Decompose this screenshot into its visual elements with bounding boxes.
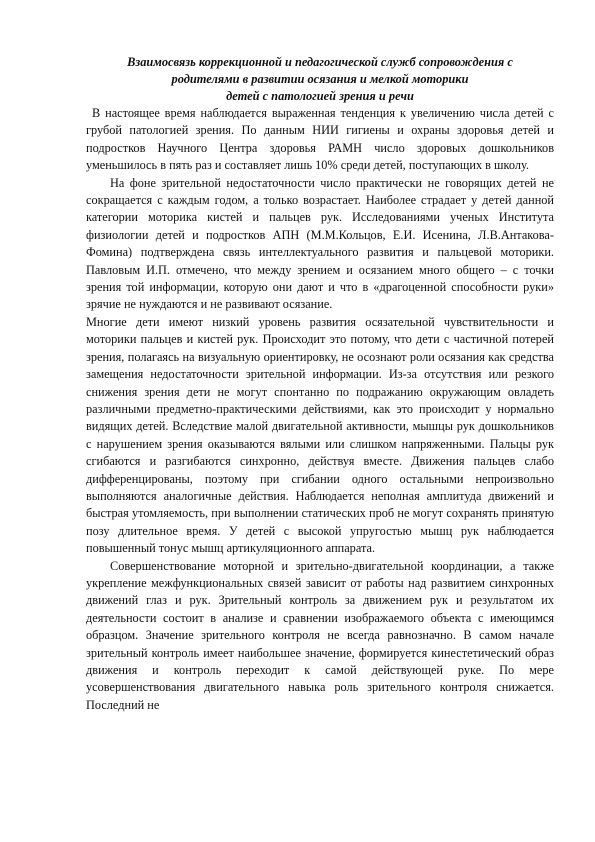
paragraph-2: На фоне зрительной недостаточности число практически не говорящих детей не сокращается с каждым годом, а только возрастает. Наиболее страдает у детей данной категории моторика кистей и пальцев рук. Исследованиями ученых Института физиологии детей и подростков АПН (М.М.Кольцов, Е.И. Исенина, Л.В.Антакова-Фомина) подтверждена связь интеллектуального развития и пальцевой моторики. Павловым И.П. отмечено, что между зрением и осязанием много общего – с точки зрения той информации, которую они дают и что в «драгоценной способности руки» зрячие не нуждаются и не развивают осязание. bbox=[86, 175, 554, 312]
paragraph-4: Совершенствование моторной и зрительно-двигательной координации, а также укрепление межфункциональных связей зависит от работы над развитием синхронных движений глаз и рук. Зрительный контроль за движением рук и результатом их деятельности состоит в анализе и сравнении изображаемого объекта с имеющимся образцом. Значение зрительного контроля не всегда равнозначно. В самом начале зрительный контроль имеет наибольшее значение, формируется кинестетический образ движения и контроль переходит к самой действующей руке. По мере усовершенствования двигательного навыка роль зрительного контроля снижается. Последний не bbox=[86, 558, 554, 712]
paragraph-3: Многие дети имеют низкий уровень развития осязательной чувствительности и моторики пальцев и кистей рук. Происходит это потому, что дети с частичной потерей зрения, полагаясь на визуальную ориентировку, не осознают роли осязания как средства замещения недостаточности зрительной информации. Из-за отсутствия или резкого снижения зрения дети не могут спонтанно по подражанию окружающим овладеть различными предметно-практическими действиями, как это происходит у нормально видящих детей. Вследствие малой двигательной активности, мышцы рук дошкольников с нарушением зрения оказываются вялыми или слишком напряженными. Пальцы рук сгибаются и разгибаются синхронно, действуя вместе. Движения пальцев слабо дифференцированы, поэтому при сгибании одного остальными непроизвольно выполняются аналогичные действия. Наблюдается неполная амплитуда движений и быстрая утомляемость, при выполнении статических проб не могут сохранять принятую позу длительное время. У детей с высокой упругостью мышц рук наблюдается повышенный тонус мышц артикуляционного аппарата. bbox=[86, 314, 554, 556]
title-line-1: Взаимосвязь коррекционной и педагогической служб сопровождения с bbox=[127, 55, 513, 69]
document-page bbox=[86, 54, 554, 714]
paragraph-1: В настоящее время наблюдается выраженная тенденция к увеличению числа детей с грубой патологией зрения. По данным НИИ гигиены и охраны здоровья детей и подростков Научного Центра здоровья РАМН число здоровых дошкольников уменьшилось в пять раз и составляет лишь 10% среди детей, поступающих в школу. bbox=[86, 106, 554, 173]
document-title bbox=[86, 54, 554, 105]
title-line-3: детей с патологией зрения и речи bbox=[226, 89, 414, 103]
title-line-2: родителями в развитии осязания и мелкой моторики bbox=[171, 72, 469, 86]
